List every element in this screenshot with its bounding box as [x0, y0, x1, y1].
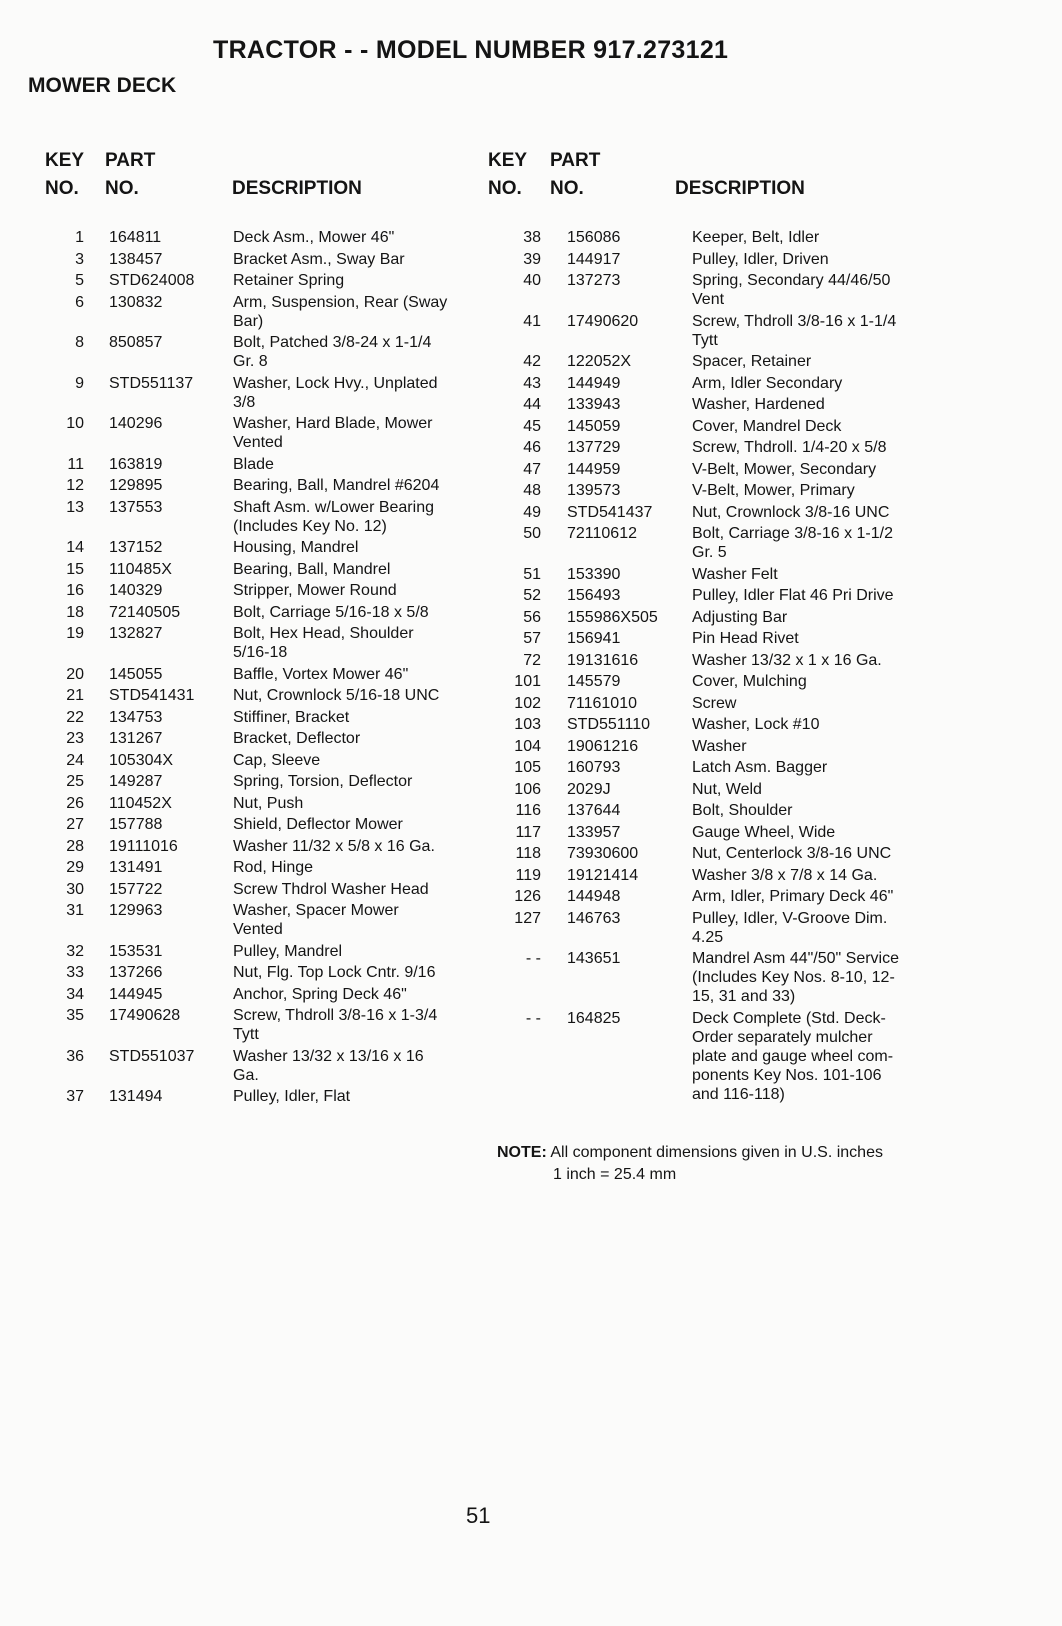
- description-header: DESCRIPTION: [675, 178, 805, 199]
- part-no: 850857: [109, 334, 163, 351]
- part-no: 156493: [567, 587, 621, 604]
- table-row: [485, 780, 945, 799]
- key-no: 37: [66, 1088, 84, 1105]
- description: Screw: [692, 694, 737, 712]
- part-no: 163819: [109, 455, 163, 473]
- key-no: 104: [514, 737, 541, 755]
- part-no: 153531: [109, 942, 163, 960]
- key-no: 118: [515, 845, 541, 862]
- part-no: 156086: [567, 229, 621, 246]
- table-row: [485, 565, 945, 584]
- key-no: 39: [523, 250, 541, 268]
- key-no: 36: [66, 1047, 84, 1065]
- description: Spring, Secondary 44/46/50 Vent: [692, 272, 891, 308]
- table-row: [485, 250, 945, 269]
- table-row: [40, 581, 490, 600]
- key-no: 6: [75, 293, 84, 311]
- part-no: STD551110: [567, 716, 651, 733]
- table-row: [40, 837, 490, 856]
- key-no: 47: [523, 460, 541, 478]
- table-row: [485, 909, 945, 947]
- key-no: 45: [523, 417, 541, 435]
- key-no: 21: [66, 687, 84, 704]
- table-row: [40, 751, 490, 770]
- part-no: 17490620: [567, 312, 639, 330]
- key-no: 3: [75, 250, 84, 268]
- table-row: [485, 395, 945, 414]
- key-no: 103: [514, 716, 541, 733]
- part-no: 145059: [567, 417, 621, 435]
- table-row: [485, 586, 945, 605]
- table-row: [485, 417, 945, 436]
- description: Arm, Idler Secondary: [692, 374, 843, 392]
- table-row: [485, 608, 945, 627]
- table-row: [485, 823, 945, 842]
- key-no: 49: [523, 503, 541, 521]
- table-row: [40, 624, 490, 662]
- part-no: 144948: [567, 888, 621, 905]
- key-no: 42: [523, 353, 541, 370]
- table-row: [485, 374, 945, 393]
- part-no: 146763: [567, 909, 621, 927]
- description: Bracket, Deflector: [233, 730, 361, 747]
- part-no: 19111016: [109, 837, 178, 855]
- key-no: 15: [66, 560, 84, 578]
- part-no: 145579: [567, 673, 621, 690]
- part-no: 144959: [567, 460, 621, 478]
- table-row: [40, 476, 490, 495]
- key-no: 38: [523, 229, 541, 246]
- note-conversion: 1 inch = 25.4 mm: [553, 1166, 677, 1183]
- parts-table-right: [485, 150, 945, 1106]
- table-row: [40, 1006, 490, 1044]
- part-no: 155986X505: [567, 608, 658, 626]
- key-no: 126: [514, 888, 541, 905]
- key-no: 25: [66, 773, 84, 790]
- part-no: 19131616: [567, 651, 639, 669]
- key-no-header: NO.: [45, 178, 79, 199]
- part-no: 72140505: [109, 603, 181, 621]
- part-no: 131491: [109, 859, 163, 876]
- description: Keeper, Belt, Idler: [692, 229, 820, 246]
- part-no: 72110612: [567, 525, 637, 542]
- key-no: 29: [66, 859, 84, 876]
- key-no: 44: [523, 396, 541, 413]
- parts-list-right: [485, 228, 945, 1104]
- key-no: 16: [66, 582, 84, 599]
- part-no: 144917: [567, 250, 621, 268]
- part-no: 133957: [567, 823, 621, 841]
- part-no: 144945: [109, 985, 163, 1003]
- description: Retainer Spring: [233, 272, 345, 289]
- part-no: 143651: [567, 950, 621, 967]
- table-row: [40, 414, 490, 452]
- description: Stiffiner, Bracket: [233, 708, 350, 726]
- part-header: PART: [105, 150, 156, 171]
- part-no: 137273: [567, 272, 621, 289]
- key-no: 22: [66, 708, 84, 726]
- table-row: [485, 271, 945, 309]
- description: Pulley, Idler Flat 46 Pri Drive: [692, 587, 894, 604]
- key-no: 24: [66, 751, 84, 769]
- table-row: [40, 985, 490, 1004]
- table-row: [485, 438, 945, 457]
- description: Spacer, Retainer: [692, 353, 812, 370]
- description: Anchor, Spring Deck 46": [233, 985, 407, 1003]
- key-no: 57: [523, 630, 541, 647]
- part-no: 157722: [109, 880, 163, 898]
- part-no: 2029J: [567, 780, 611, 798]
- table-row: [40, 858, 490, 877]
- key-no: 30: [66, 880, 84, 898]
- table-row: [40, 1047, 490, 1085]
- description: Adjusting Bar: [692, 608, 788, 626]
- table-row: [40, 901, 490, 939]
- description: Washer, Lock Hvy., Unplated 3/8: [233, 374, 438, 411]
- key-no: - -: [525, 950, 541, 967]
- description: Mandrel Asm 44"/50" Service (Includes Key Nos. 8-10, 12- 15, 31 and 33): [692, 950, 900, 1005]
- description-header: DESCRIPTION: [232, 178, 362, 199]
- key-no: 26: [66, 794, 84, 812]
- table-row: [40, 538, 490, 557]
- key-no: 19: [66, 625, 84, 642]
- description: Washer 13/32 x 1 x 16 Ga.: [692, 651, 882, 669]
- key-no: 52: [523, 587, 541, 604]
- description: Stripper, Mower Round: [233, 582, 397, 599]
- description: Washer, Spacer Mower Vented: [233, 902, 399, 938]
- description: Deck Complete (Std. Deck- Order separately mulcher plate and gauge wheel com- ponents Key Nos. 101-106 and 116-118): [692, 1009, 894, 1103]
- description: Bearing, Ball, Mandrel: [233, 560, 391, 578]
- note: [497, 1142, 883, 1186]
- part-no: 137644: [567, 802, 621, 819]
- part-no: STD541437: [567, 503, 653, 521]
- table-row: [485, 672, 945, 691]
- table-row: [485, 887, 945, 906]
- table-row: [485, 481, 945, 500]
- key-no: 56: [523, 608, 541, 626]
- part-header: PART: [550, 150, 601, 171]
- part-no-header: NO.: [105, 178, 139, 199]
- table-row: [40, 333, 490, 371]
- table-row: [40, 729, 490, 748]
- description: Washer 3/8 x 7/8 x 14 Ga.: [692, 866, 878, 884]
- key-no: 18: [66, 603, 84, 621]
- key-no: 101: [514, 673, 541, 690]
- key-no: 35: [66, 1007, 84, 1024]
- part-no: 137729: [567, 439, 621, 456]
- description: Arm, Idler, Primary Deck 46": [692, 888, 894, 905]
- part-no: 130832: [109, 293, 163, 311]
- table-row: [40, 665, 490, 684]
- key-no: 20: [66, 665, 84, 683]
- key-no: 32: [66, 942, 84, 960]
- description: Washer, Lock #10: [692, 716, 820, 733]
- description: Cover, Mulching: [692, 673, 807, 690]
- table-row: [40, 708, 490, 727]
- table-row: [40, 772, 490, 791]
- description: Pulley, Mandrel: [233, 942, 343, 960]
- description: Arm, Suspension, Rear (Sway Bar): [233, 293, 448, 330]
- table-row: [40, 250, 490, 269]
- key-no: 10: [66, 415, 84, 432]
- table-row: [485, 460, 945, 479]
- table-row: [40, 271, 490, 290]
- part-no: STD541431: [109, 687, 195, 704]
- table-row: [40, 228, 490, 247]
- table-header: [485, 150, 945, 228]
- part-no: 17490628: [109, 1007, 181, 1024]
- description: Nut, Crownlock 3/8-16 UNC: [692, 503, 890, 521]
- table-row: [485, 949, 945, 1006]
- description: Bolt, Patched 3/8-24 x 1-1/4 Gr. 8: [233, 334, 432, 370]
- part-no: 145055: [109, 665, 163, 683]
- note-text: All component dimensions given in U.S. inches: [550, 1144, 883, 1161]
- key-no: 27: [66, 816, 84, 833]
- key-no: 8: [75, 334, 84, 351]
- key-no: 51: [523, 565, 541, 583]
- table-row: [485, 737, 945, 756]
- description: Gauge Wheel, Wide: [692, 823, 836, 841]
- key-header: KEY: [488, 150, 528, 171]
- part-no: 157788: [109, 816, 163, 833]
- description: Nut, Push: [233, 794, 304, 812]
- part-no: 105304X: [109, 751, 174, 769]
- description: Bolt, Shoulder: [692, 802, 793, 819]
- description: Washer, Hard Blade, Mower Vented: [233, 415, 433, 451]
- key-no: 5: [75, 272, 84, 289]
- part-no: 73930600: [567, 845, 639, 862]
- description: Nut, Centerlock 3/8-16 UNC: [692, 845, 892, 862]
- description: Nut, Weld: [692, 780, 762, 798]
- description: Shield, Deflector Mower: [233, 816, 403, 833]
- description: V-Belt, Mower, Primary: [692, 482, 855, 499]
- description: Nut, Crownlock 5/16-18 UNC: [233, 687, 440, 704]
- part-no: 140296: [109, 415, 163, 432]
- table-row: [485, 352, 945, 371]
- description: Shaft Asm. w/Lower Bearing (Includes Key No. 12): [233, 498, 434, 535]
- key-no: 106: [514, 780, 541, 798]
- key-no: 48: [523, 482, 541, 499]
- description: Pulley, Idler, Flat: [233, 1088, 351, 1105]
- part-no: 149287: [109, 773, 163, 790]
- table-row: [485, 312, 945, 350]
- part-no: 131494: [109, 1088, 163, 1105]
- description: Deck Asm., Mower 46": [233, 229, 395, 246]
- description: Bearing, Ball, Mandrel #6204: [233, 477, 440, 494]
- part-no: 164811: [109, 229, 162, 246]
- table-row: [40, 686, 490, 705]
- table-row: [485, 715, 945, 734]
- part-no: 110452X: [109, 794, 172, 812]
- description: Screw Thdrol Washer Head: [233, 880, 429, 898]
- key-no: 41: [523, 312, 541, 330]
- key-no: 46: [523, 439, 541, 456]
- table-row: [485, 629, 945, 648]
- key-no: 116: [515, 802, 541, 819]
- part-no: 153390: [567, 565, 621, 583]
- part-no: 132827: [109, 625, 163, 642]
- table-row: [40, 815, 490, 834]
- key-no: 34: [66, 985, 84, 1003]
- part-no: 110485X: [109, 560, 172, 578]
- description: Baffle, Vortex Mower 46": [233, 665, 409, 683]
- table-row: [485, 694, 945, 713]
- table-row: [40, 455, 490, 474]
- part-no: STD551037: [109, 1047, 195, 1065]
- description: Washer: [692, 737, 747, 755]
- key-no: 43: [523, 374, 541, 392]
- table-row: [40, 374, 490, 412]
- table-row: [485, 651, 945, 670]
- part-no: 129963: [109, 902, 163, 919]
- table-row: [40, 942, 490, 961]
- part-no: 139573: [567, 482, 621, 499]
- key-no: 12: [66, 477, 84, 494]
- key-no: 31: [66, 902, 84, 919]
- table-row: [485, 524, 945, 562]
- description: Pulley, Idler, V-Groove Dim. 4.25: [692, 909, 888, 946]
- note-label: NOTE:: [497, 1144, 547, 1161]
- table-row: [40, 560, 490, 579]
- description: Washer Felt: [692, 565, 778, 583]
- part-no: 129895: [109, 477, 163, 494]
- description: Screw, Thdroll 3/8-16 x 1-1/4 Tytt: [692, 312, 897, 349]
- description: Cover, Mandrel Deck: [692, 417, 842, 435]
- table-row: [40, 603, 490, 622]
- key-no: 50: [523, 525, 541, 542]
- key-no: 102: [514, 694, 541, 712]
- part-no: 71161010: [567, 694, 637, 712]
- part-no: 138457: [109, 250, 163, 268]
- description: Washer, Hardened: [692, 396, 825, 413]
- key-no: 9: [75, 374, 84, 392]
- key-no: 28: [66, 837, 84, 855]
- key-no-header: NO.: [488, 178, 522, 199]
- table-row: [485, 844, 945, 863]
- part-no-header: NO.: [550, 178, 584, 199]
- description: Washer 13/32 x 13/16 x 16 Ga.: [233, 1047, 424, 1084]
- table-header: [40, 150, 490, 228]
- part-no: STD551137: [109, 374, 194, 392]
- key-no: 1: [75, 229, 84, 246]
- part-no: STD624008: [109, 272, 195, 289]
- key-no: 72: [523, 651, 541, 669]
- part-no: 160793: [567, 759, 621, 776]
- part-no: 133943: [567, 396, 621, 413]
- part-no: 144949: [567, 374, 621, 392]
- part-no: 137152: [109, 539, 163, 556]
- table-row: [485, 228, 945, 247]
- description: Spring, Torsion, Deflector: [233, 773, 413, 790]
- table-row: [40, 293, 490, 331]
- description: Housing, Mandrel: [233, 539, 359, 556]
- part-no: 131267: [109, 730, 163, 747]
- description: Screw, Thdroll 3/8-16 x 1-3/4 Tytt: [233, 1007, 438, 1043]
- page-number: 51: [466, 1503, 491, 1528]
- description: V-Belt, Mower, Secondary: [692, 460, 877, 478]
- table-row: [40, 880, 490, 899]
- description: Bolt, Hex Head, Shoulder 5/16-18: [233, 625, 414, 661]
- key-no: 117: [515, 823, 541, 841]
- parts-list-left: [40, 228, 490, 1106]
- table-row: [40, 794, 490, 813]
- description: Cap, Sleeve: [233, 751, 321, 769]
- table-row: [40, 498, 490, 536]
- key-header: KEY: [45, 150, 85, 171]
- table-row: [485, 503, 945, 522]
- table-row: [40, 963, 490, 982]
- part-no: 134753: [109, 708, 163, 726]
- key-no: 127: [514, 909, 541, 927]
- key-no: 119: [515, 866, 541, 884]
- table-row: [485, 866, 945, 885]
- part-no: 137266: [109, 964, 163, 981]
- description: Screw, Thdroll. 1/4-20 x 5/8: [692, 439, 887, 456]
- description: Pulley, Idler, Driven: [692, 250, 829, 268]
- table-row: [485, 801, 945, 820]
- key-no: 105: [514, 759, 541, 776]
- description: Bracket Asm., Sway Bar: [233, 250, 405, 268]
- page-title: TRACTOR - - MODEL NUMBER 917.273121: [213, 36, 729, 64]
- description: Latch Asm. Bagger: [692, 759, 828, 776]
- description: Rod, Hinge: [233, 859, 314, 876]
- key-no: 13: [66, 498, 84, 516]
- table-row: [485, 758, 945, 777]
- part-no: 19061216: [567, 737, 639, 755]
- description: Washer 11/32 x 5/8 x 16 Ga.: [233, 837, 435, 855]
- key-no: 33: [66, 964, 84, 981]
- key-no: - -: [525, 1009, 541, 1027]
- key-no: 14: [66, 539, 84, 556]
- description: Bolt, Carriage 3/8-16 x 1-1/2 Gr. 5: [692, 525, 893, 561]
- part-no: 122052X: [567, 353, 632, 370]
- part-no: 164825: [567, 1009, 621, 1027]
- key-no: 40: [523, 272, 541, 289]
- table-row: [485, 1009, 945, 1104]
- key-no: 23: [66, 730, 84, 747]
- part-no: 140329: [109, 582, 163, 599]
- section-title: MOWER DECK: [28, 74, 177, 97]
- part-no: 137553: [109, 498, 163, 516]
- description: Pin Head Rivet: [692, 630, 799, 647]
- parts-table-left: [40, 150, 490, 1109]
- part-no: 156941: [567, 630, 621, 647]
- description: Bolt, Carriage 5/16-18 x 5/8: [233, 603, 429, 621]
- part-no: 19121414: [567, 866, 639, 884]
- key-no: 11: [67, 455, 84, 473]
- table-row: [40, 1087, 490, 1106]
- description: Blade: [233, 455, 274, 473]
- description: Nut, Flg. Top Lock Cntr. 9/16: [233, 964, 436, 981]
